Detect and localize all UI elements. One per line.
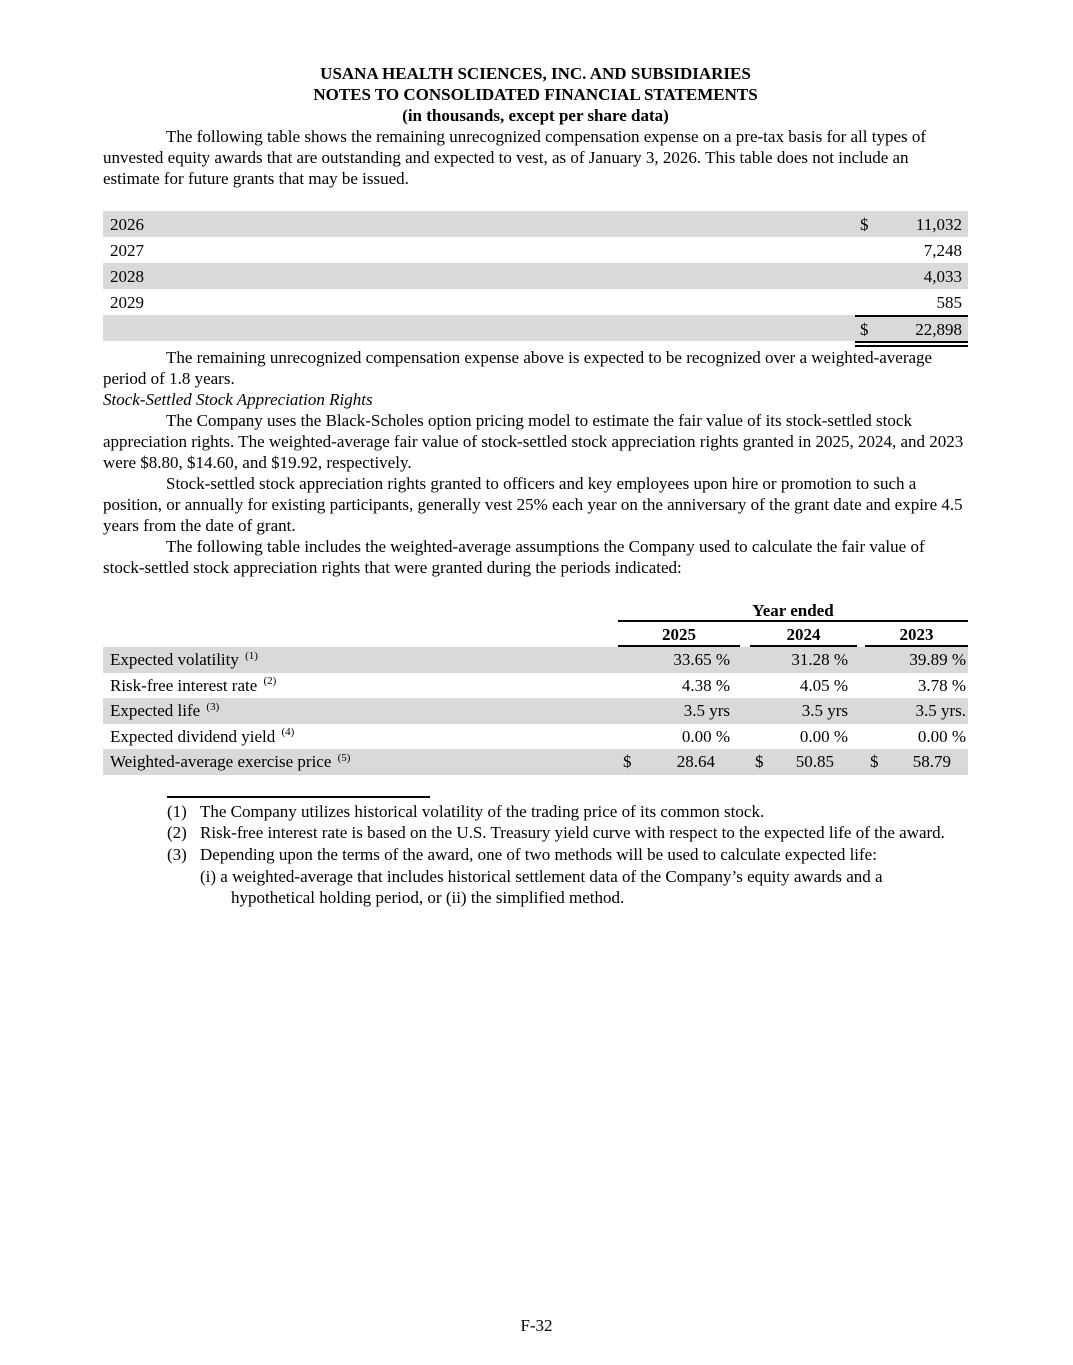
assumption-value-cell [618, 675, 740, 696]
footnote-list [167, 801, 968, 910]
expense-total-row [103, 315, 968, 341]
footnote-marker: (2) [263, 675, 277, 688]
assumption-value: 3.5 yrs [683, 701, 730, 721]
assumptions-table [103, 601, 968, 775]
assumption-value: 3.5 yrs. [915, 701, 966, 721]
assumptions-table-body [103, 647, 968, 775]
currency-symbol: $ [860, 319, 869, 339]
page-footer [0, 1315, 1073, 1336]
assumption-label: Weighted-average exercise price $^{(5)}$ [110, 751, 351, 772]
footnote-divider [167, 796, 430, 798]
assumption-row [103, 673, 968, 699]
footnotes-section [167, 796, 968, 910]
units-note: (in thousands, except per share data) [402, 106, 669, 125]
section-heading-ssars: Stock-Settled Stock Appreciation Rights [103, 390, 373, 409]
assumption-value: 39.89 % [909, 650, 966, 670]
assumption-value-cell [750, 751, 857, 772]
document-title: NOTES TO CONSOLIDATED FINANCIAL STATEMENTS [313, 85, 758, 104]
footnote-text: Depending upon the terms of the award, one of two methods will be used to calculate expected life: [200, 844, 877, 864]
footnote-marker: (3) [206, 700, 220, 713]
column-gap [740, 625, 750, 647]
assumption-value-cell [750, 675, 857, 696]
column-gap [857, 625, 865, 647]
expense-table-row [103, 263, 968, 289]
assumption-label: Expected volatility $^{(1)}$ [110, 649, 258, 670]
paragraph-recognition-period: The remaining unrecognized compensation expense above is expected to be recognized over a weighted-average period of 1.8 years. [103, 348, 933, 388]
assumption-value: 3.5 yrs [801, 701, 848, 721]
paragraph-black-scholes: The Company uses the Black-Scholes option pricing model to estimate the fair value of its stock-settled stock appreciation rights. The weighted-average fair value of stock-settled stock appreciation rights granted in 2025, 2024, and 2023 were $8.80, $14.60, and $19.92, respectively. [103, 411, 964, 472]
paragraph-unrecognized-expense: The following table shows the remaining unrecognized compensation expense on a pre-tax basis for all types of unvested equity awards that are outstanding and expected to vest, as of January 3, 2026. This table does not include an estimate for future grants that may be issued. [103, 127, 927, 188]
document-header [103, 63, 968, 126]
footnote-marker: (4) [281, 726, 295, 739]
page-number: F-32 [520, 1316, 553, 1335]
assumption-value-cell [750, 700, 857, 721]
expense-amount: 22,898 [915, 319, 962, 339]
footnote-number: (3) [167, 844, 187, 864]
assumption-row [103, 698, 968, 724]
assumption-value-cell [865, 675, 968, 696]
currency-symbol: $ [860, 214, 869, 234]
assumption-row [103, 749, 968, 775]
assumption-value-cell [750, 726, 857, 747]
expense-table-row [103, 237, 968, 263]
year-column-headers [618, 625, 968, 647]
expense-amount: 7,248 [923, 240, 962, 260]
currency-symbol: $ [623, 752, 632, 772]
assumption-row [103, 647, 968, 673]
expense-amount: 4,033 [923, 266, 962, 286]
assumption-value-cell [618, 700, 740, 721]
footnote-text: The Company utilizes historical volatility of the trading price of its common stock. [200, 801, 765, 821]
expense-table-row [103, 289, 968, 315]
expense-amount-cell [855, 237, 968, 263]
assumption-label: Expected life $^{(3)}$ [110, 700, 220, 721]
year-ended-header: Year ended [618, 601, 968, 622]
footnote-text: Risk-free interest rate is based on the U.S. Treasury yield curve with respect to the expected life of the award. [200, 823, 945, 843]
expense-amount-cell [855, 315, 968, 341]
assumption-value: 31.28 % [791, 650, 848, 670]
assumption-value: 58.79 [912, 752, 951, 772]
assumption-label: Risk-free interest rate $^{(2)}$ [110, 675, 277, 695]
header-spacer [103, 601, 618, 647]
assumption-value-cell [618, 751, 740, 772]
footnote-item [167, 801, 968, 823]
footnote-number: (1) [167, 801, 187, 821]
footnote-continuation: hypothetical holding period, or (ii) the simplified method. [231, 888, 625, 908]
assumption-value-cell [865, 700, 968, 721]
assumption-value: 0.00 % [917, 726, 966, 746]
assumption-row [103, 724, 968, 750]
assumption-value: 0.00 % [681, 726, 730, 746]
assumption-value-cell [750, 649, 857, 670]
paragraph-assumptions-intro: The following table includes the weighted-average assumptions the Company used to calculate the fair value of stock-settled stock appreciation rights that were granted during the periods indicated: [103, 537, 925, 577]
expense-amount-cell [855, 289, 968, 315]
assumption-value: 33.65 % [673, 650, 730, 670]
expense-amount-cell [855, 211, 968, 237]
expense-year-label: 2029 [110, 292, 144, 312]
year-column-2023: 2023 [865, 625, 968, 647]
assumption-value-cell [618, 649, 740, 670]
footnote-marker: (5) [337, 751, 351, 764]
assumption-value-cell [865, 751, 968, 772]
assumption-value-cell [865, 726, 968, 747]
expense-table-row [103, 211, 968, 237]
company-name: USANA HEALTH SCIENCES, INC. AND SUBSIDIARIES [320, 64, 751, 83]
currency-symbol: $ [870, 752, 879, 772]
expense-amount: 585 [936, 292, 962, 312]
currency-symbol: $ [755, 752, 764, 772]
assumption-label: Expected dividend yield $^{(4)}$ [110, 726, 295, 746]
assumption-value: 3.78 % [917, 675, 966, 695]
assumption-value-cell [865, 649, 968, 670]
assumption-value: 50.85 [795, 752, 834, 772]
paragraph-vesting-terms: Stock-settled stock appreciation rights granted to officers and key employees upon hire or promotion to such a position, or annually for existing participants, generally vest 25% each year on the anniversary of the grant date and expire 4.5 years from the date of grant. [103, 474, 963, 535]
footnote-marker: (1) [245, 649, 258, 662]
assumption-value: 4.38 % [681, 675, 730, 695]
expense-year-label: 2027 [110, 240, 144, 260]
assumption-value-cell [618, 726, 740, 747]
assumptions-table-header [103, 601, 968, 647]
footnote-item [167, 822, 968, 844]
unrecognized-expense-table [103, 211, 968, 347]
year-column-2024: 2024 [750, 625, 857, 647]
footnote-number: (2) [167, 823, 187, 843]
expense-amount: 11,032 [915, 214, 962, 234]
expense-amount-cell [855, 263, 968, 289]
assumption-value: 4.05 % [799, 675, 848, 695]
assumption-value: 0.00 % [799, 726, 848, 746]
year-column-2025: 2025 [618, 625, 740, 647]
expense-year-label: 2026 [110, 214, 144, 234]
footnote-item [167, 844, 968, 866]
assumption-value: 28.64 [676, 752, 715, 772]
footnote-continuation: (i) a weighted-average that includes historical settlement data of the Company’s equity awards and a [200, 866, 883, 886]
expense-year-label: 2028 [110, 266, 144, 286]
